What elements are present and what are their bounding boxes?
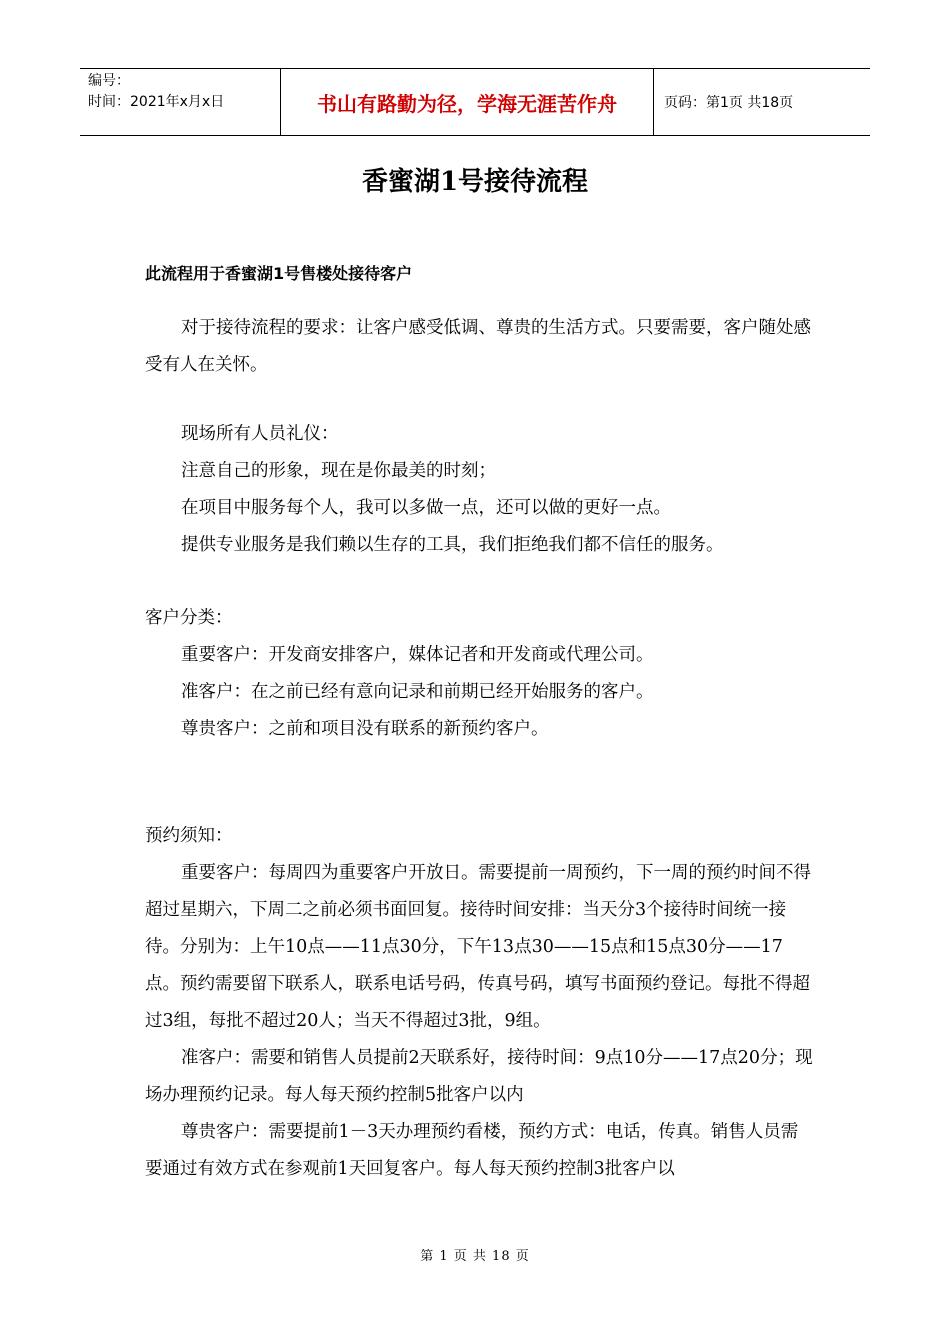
classification-item: 准客户：在之前已经有意向记录和前期已经开始服务的客户。 bbox=[181, 682, 654, 702]
header-page-info: 页码：第1页 共18页 bbox=[664, 95, 794, 111]
etiquette-item: 在项目中服务每个人，我可以多做一点，还可以做的更好一点。 bbox=[181, 498, 671, 518]
document-title: 香蜜湖1号接待流程 bbox=[361, 167, 589, 197]
document-body bbox=[145, 255, 815, 1188]
header-meta bbox=[80, 69, 280, 135]
etiquette-item: 注意自己的形象，现在是你最美的时刻； bbox=[181, 461, 496, 481]
document-number-label: 编号： bbox=[88, 73, 130, 89]
classification-item: 重要客户：开发商安排客户，媒体记者和开发商或代理公司。 bbox=[181, 645, 654, 665]
booking-heading: 预约须知： bbox=[145, 826, 233, 846]
classification-item: 尊贵客户：之前和项目没有联系的新预约客户。 bbox=[181, 719, 549, 739]
page-header bbox=[80, 68, 870, 136]
page-footer: 第 1 页 共 18 页 bbox=[420, 1249, 530, 1264]
intro-paragraph: 对于接待流程的要求：让客户感受低调、尊贵的生活方式。只要需要，客户随处感受有人在关怀。 bbox=[145, 318, 811, 375]
booking-paragraph: 重要客户：每周四为重要客户开放日。需要提前一周预约，下一周的预约时间不得超过星期六，下周二之前必须书面回复。接待时间安排：当天分3个接待时间统一接待。分别为：上午10点——11点30分，下午13点30——15点和15点30分——17点。预约需要留下联系人，联系电话号码，传真号码，填写书面预约登记。每批不得超过3组，每批不超过20人；当天不得超过3批，9组。 bbox=[145, 863, 811, 1031]
booking-paragraph: 尊贵客户：需要提前1－3天办理预约看楼，预约方式：电话，传真。销售人员需要通过有效方式在参观前1天回复客户。每人每天预约控制3批客户以 bbox=[145, 1122, 799, 1179]
classification-heading: 客户分类： bbox=[145, 608, 233, 628]
etiquette-heading: 现场所有人员礼仪： bbox=[181, 424, 339, 444]
etiquette-item: 提供专业服务是我们赖以生存的工具，我们拒绝我们都不信任的服务。 bbox=[181, 535, 724, 555]
booking-paragraph: 准客户：需要和销售人员提前2天联系好，接待时间：9点10分——17点20分；现场办理预约记录。每人每天预约控制5批客户以内 bbox=[145, 1048, 813, 1105]
header-motto: 书山有路勤为径，学海无涯苦作舟 bbox=[280, 69, 654, 135]
document-time-label: 时间：2021年x月x日 bbox=[88, 94, 225, 110]
document-subtitle: 此流程用于香蜜湖1号售楼处接待客户 bbox=[145, 264, 413, 283]
